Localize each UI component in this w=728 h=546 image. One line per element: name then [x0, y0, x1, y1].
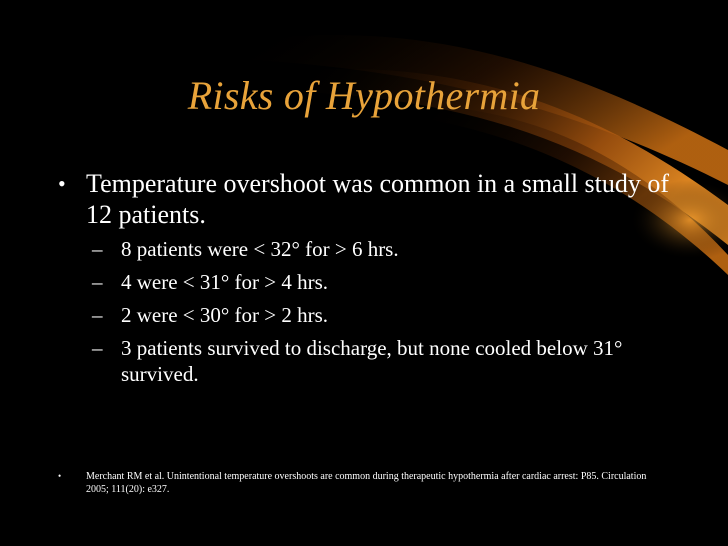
sub-bullet-text: 8 patients were < 32° for > 6 hrs.	[121, 237, 399, 261]
sub-bullet-text: 4 were < 31° for > 4 hrs.	[121, 270, 329, 294]
dash-marker: –	[92, 303, 103, 327]
sub-bullet	[92, 335, 676, 387]
slide-body	[56, 168, 676, 394]
sub-bullet-text: 3 patients survived to discharge, but none cooled below 31° survived.	[121, 336, 623, 386]
dash-marker: –	[92, 336, 103, 360]
dash-marker: –	[92, 270, 103, 294]
sub-bullet-list	[92, 236, 676, 387]
main-bullet-text: Temperature overshoot was common in a small study of 12 patients.	[86, 169, 670, 229]
reference-marker: •	[58, 471, 62, 481]
sub-bullet-text: 2 were < 30° for > 2 hrs.	[121, 303, 329, 327]
dash-marker: –	[92, 237, 103, 261]
sub-bullet	[92, 269, 676, 295]
sub-bullet	[92, 302, 676, 328]
reference-citation	[56, 470, 671, 496]
reference-text: Merchant RM et al. Unintentional temperature overshoots are common during therapeutic hypothermia after cardiac arrest: P85. Circulation 2005; 111(20): e327.	[86, 471, 647, 495]
slide-title: Risks of Hypothermia	[187, 73, 541, 118]
bullet-marker: •	[58, 171, 66, 196]
main-bullet	[56, 168, 676, 230]
sub-bullet	[92, 236, 676, 262]
